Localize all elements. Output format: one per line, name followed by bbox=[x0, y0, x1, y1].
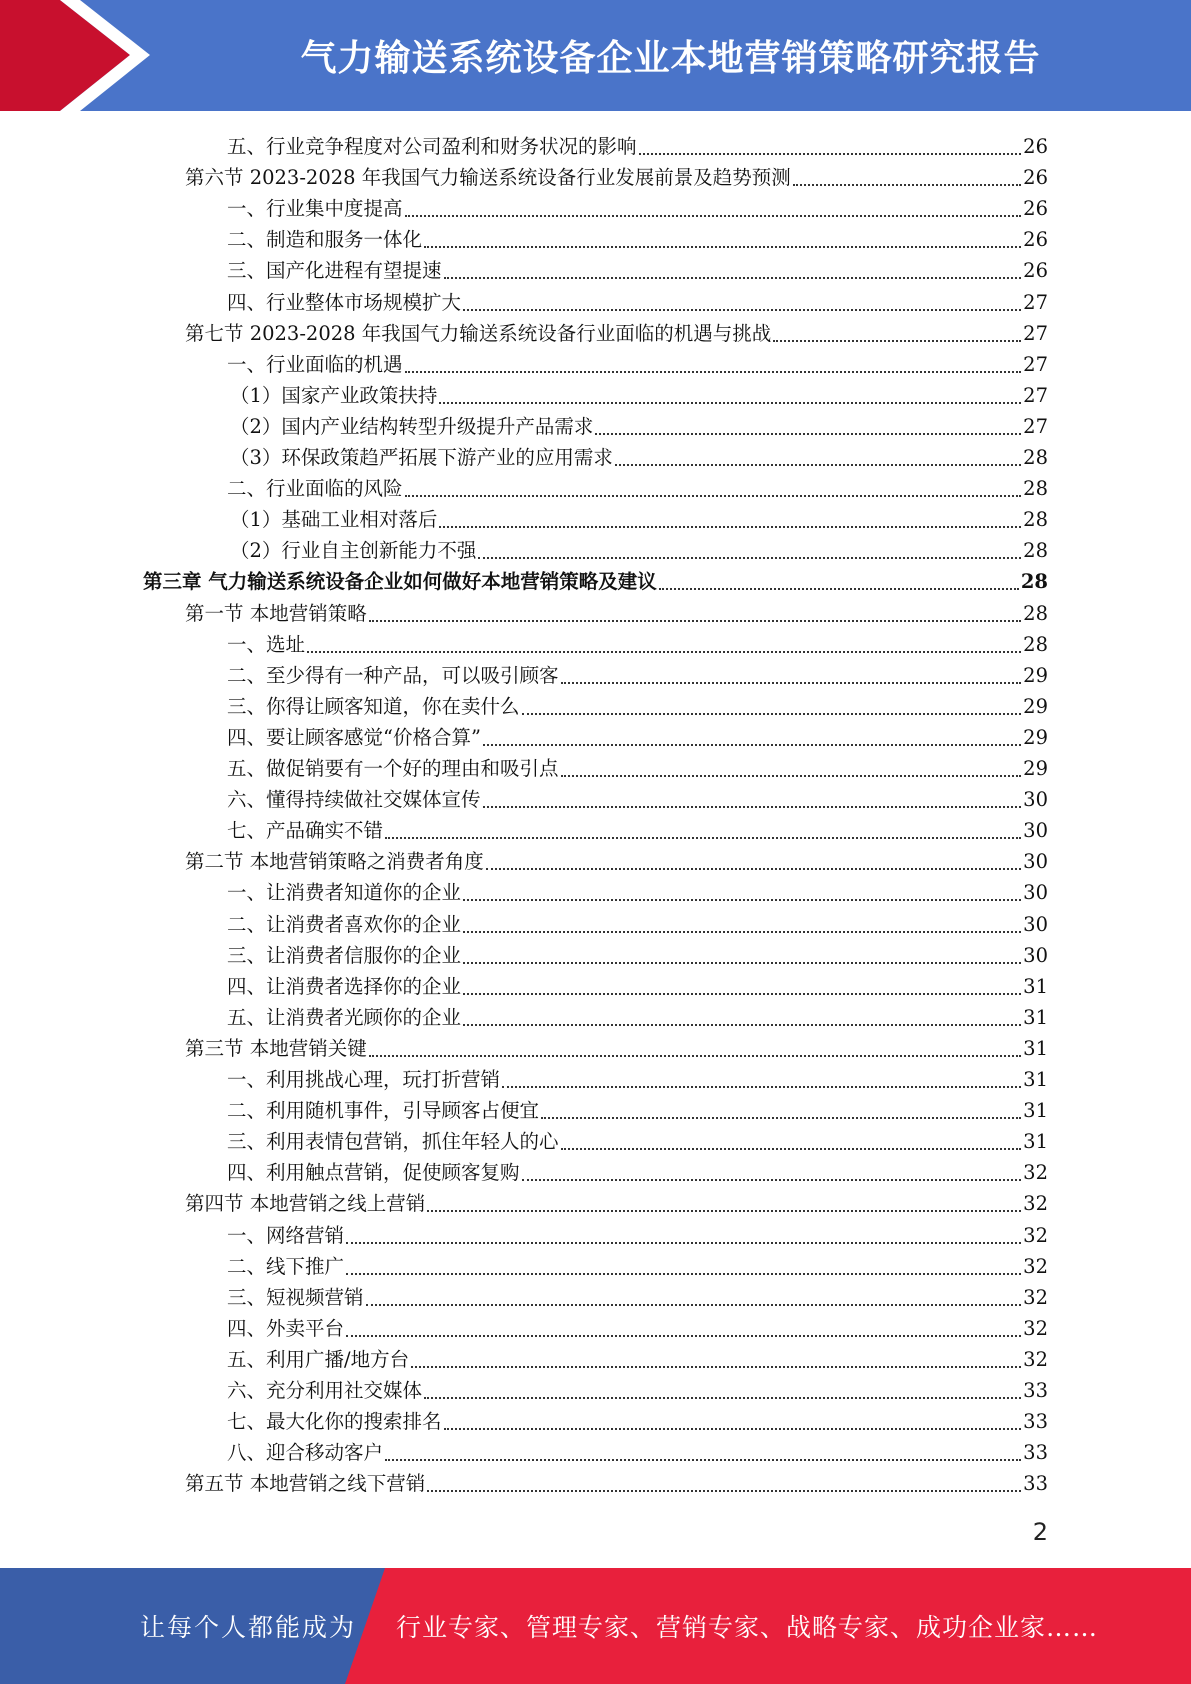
toc-page-number: 30 bbox=[1023, 819, 1048, 843]
toc-leader-dots bbox=[463, 309, 1021, 311]
toc-item-row[interactable] bbox=[227, 906, 1048, 937]
toc-entry-label: 第一节 本地营销策略 bbox=[185, 601, 367, 625]
toc-item-row[interactable] bbox=[227, 719, 1048, 750]
toc-entry-label: 第五节 本地营销之线下营销 bbox=[185, 1472, 426, 1496]
toc-entry-label: 四、外卖平台 bbox=[227, 1316, 345, 1340]
toc-leader-dots bbox=[463, 962, 1021, 964]
toc-entry-label: 第七节 2023-2028 年我国气力输送系统设备行业面临的机遇与挑战 bbox=[185, 321, 772, 345]
toc-leader-dots bbox=[427, 1490, 1021, 1492]
toc-entry-label: 六、充分利用社交媒体 bbox=[227, 1379, 423, 1402]
toc-page-number: 31 bbox=[1023, 1099, 1048, 1123]
toc-entry-label: 六、懂得持续做社交媒体宣传 bbox=[227, 788, 481, 812]
toc-leader-dots bbox=[346, 1335, 1021, 1337]
toc-entry-label: 二、线下推广 bbox=[227, 1254, 345, 1278]
toc-leader-dots bbox=[541, 1117, 1021, 1119]
toc-item-row[interactable] bbox=[227, 688, 1048, 719]
toc-section-row[interactable] bbox=[185, 1185, 1048, 1216]
toc-item-row[interactable] bbox=[230, 501, 1048, 532]
toc-leader-dots bbox=[369, 620, 1021, 622]
toc-entry-label: 五、让消费者光顾你的企业 bbox=[227, 1005, 462, 1029]
toc-entry-label: 五、利用广播/地方台 bbox=[227, 1347, 410, 1371]
toc-item-row[interactable] bbox=[227, 221, 1048, 252]
toc-leader-dots bbox=[561, 1148, 1022, 1150]
toc-page-number: 27 bbox=[1023, 414, 1048, 438]
toc-page-number: 32 bbox=[1023, 1223, 1048, 1247]
toc-item-row[interactable] bbox=[227, 1217, 1048, 1248]
toc-entry-label: 一、利用挑战心理，玩打折营销 bbox=[227, 1068, 501, 1091]
toc-entry-label: 第六节 2023-2028 年我国气力输送系统设备行业发展前景及趋势预测 bbox=[185, 166, 791, 190]
toc-entry-label: （3）环保政策趋严拓展下游产业的应用需求 bbox=[230, 446, 613, 469]
toc-entry-label: 三、国产化进程有望提速 bbox=[227, 259, 442, 283]
toc-leader-dots bbox=[369, 1055, 1021, 1057]
footer-slogan-left: 让每个人都能成为 bbox=[140, 1613, 357, 1642]
toc-entry-label: 一、让消费者知道你的企业 bbox=[227, 881, 462, 905]
footer-banner bbox=[0, 1568, 1191, 1684]
toc-item-row[interactable] bbox=[227, 190, 1048, 221]
toc-leader-dots bbox=[439, 526, 1021, 528]
toc-item-row[interactable] bbox=[227, 252, 1048, 283]
toc-item-row[interactable] bbox=[227, 1154, 1048, 1185]
toc-section-row[interactable] bbox=[185, 159, 1048, 190]
toc-page-number: 32 bbox=[1023, 1161, 1048, 1185]
toc-leader-dots bbox=[307, 651, 1021, 653]
toc-leader-dots bbox=[561, 682, 1022, 684]
toc-entry-label: 第三章 气力输送系统设备企业如何做好本地营销策略及建议 bbox=[143, 570, 657, 594]
toc-page-number: 30 bbox=[1023, 912, 1048, 936]
toc-item-row[interactable] bbox=[227, 1092, 1048, 1123]
toc-page-number: 27 bbox=[1023, 352, 1048, 376]
toc-item-row[interactable] bbox=[227, 284, 1048, 315]
toc-page-number: 29 bbox=[1023, 757, 1048, 780]
toc-item-row[interactable] bbox=[227, 1123, 1048, 1154]
toc-page-number: 27 bbox=[1023, 321, 1048, 345]
toc-page-number: 32 bbox=[1023, 1285, 1048, 1309]
toc-page-number: 32 bbox=[1023, 1192, 1048, 1216]
toc-leader-dots bbox=[483, 806, 1022, 808]
toc-entry-label: （2）国内产业结构转型升级提升产品需求 bbox=[230, 414, 594, 438]
toc-leader-dots bbox=[793, 184, 1021, 186]
toc-item-row[interactable] bbox=[230, 439, 1048, 470]
toc-item-row[interactable] bbox=[230, 408, 1048, 439]
toc-entry-label: 第四节 本地营销之线上营销 bbox=[185, 1192, 426, 1216]
toc-item-row[interactable] bbox=[227, 470, 1048, 501]
toc-item-row[interactable] bbox=[230, 532, 1048, 563]
toc-page-number: 29 bbox=[1023, 725, 1048, 749]
toc-page-number: 27 bbox=[1023, 383, 1048, 407]
toc-page-number: 33 bbox=[1023, 1410, 1048, 1434]
toc-page-number: 28 bbox=[1023, 632, 1048, 656]
toc-page-number: 28 bbox=[1023, 539, 1048, 563]
toc-item-row[interactable] bbox=[227, 1279, 1048, 1310]
toc-page-number: 30 bbox=[1023, 850, 1048, 874]
toc-leader-dots bbox=[561, 775, 1022, 777]
toc-section-row[interactable] bbox=[185, 1465, 1048, 1496]
toc-section-row[interactable] bbox=[185, 843, 1048, 874]
toc-leader-dots bbox=[385, 1459, 1021, 1461]
toc-item-row[interactable] bbox=[227, 1061, 1048, 1092]
toc-page-number: 33 bbox=[1023, 1441, 1048, 1465]
toc-entry-label: 五、行业竞争程度对公司盈利和财务状况的影响 bbox=[227, 135, 637, 158]
toc-item-row[interactable] bbox=[227, 1341, 1048, 1372]
toc-leader-dots bbox=[522, 1179, 1022, 1181]
toc-page-number: 33 bbox=[1023, 1472, 1048, 1496]
toc-leader-dots bbox=[463, 1024, 1021, 1026]
toc-leader-dots bbox=[439, 402, 1021, 404]
toc-page-number: 32 bbox=[1023, 1316, 1048, 1340]
toc-entry-label: （2）行业自主创新能力不强 bbox=[230, 539, 477, 563]
toc-page-number: 28 bbox=[1023, 508, 1048, 532]
toc-item-row[interactable] bbox=[227, 750, 1048, 781]
toc-item-row[interactable] bbox=[227, 968, 1048, 999]
toc-leader-dots bbox=[615, 464, 1021, 466]
toc-item-row[interactable] bbox=[227, 1434, 1048, 1465]
toc-item-row[interactable] bbox=[230, 377, 1048, 408]
toc-entry-label: 一、行业集中度提高 bbox=[227, 197, 403, 221]
toc-leader-dots bbox=[405, 215, 1022, 217]
toc-page-number: 31 bbox=[1023, 1005, 1048, 1029]
toc-entry-label: 一、行业面临的机遇 bbox=[227, 352, 403, 376]
toc-page-number: 31 bbox=[1023, 1036, 1048, 1060]
toc-entry-label: 三、利用表情包营销，抓住年轻人的心 bbox=[227, 1130, 559, 1154]
toc-item-row[interactable] bbox=[227, 1310, 1048, 1341]
toc-leader-dots bbox=[366, 1304, 1022, 1306]
toc-item-row[interactable] bbox=[227, 812, 1048, 843]
toc-entry-label: 二、让消费者喜欢你的企业 bbox=[227, 912, 462, 936]
toc-entry-label: （1）基础工业相对落后 bbox=[230, 508, 438, 532]
toc-page-number: 31 bbox=[1023, 974, 1048, 998]
toc-item-row[interactable] bbox=[227, 346, 1048, 377]
arrow-decoration-icon bbox=[0, 0, 170, 111]
toc-leader-dots bbox=[463, 931, 1021, 933]
toc-page-number: 26 bbox=[1023, 135, 1048, 158]
toc-section-row[interactable] bbox=[185, 595, 1048, 626]
toc-item-row[interactable] bbox=[227, 128, 1048, 159]
toc-page-number: 28 bbox=[1023, 446, 1048, 469]
toc-page-number: 27 bbox=[1023, 290, 1048, 314]
toc-leader-dots bbox=[483, 744, 1021, 746]
toc-leader-dots bbox=[773, 340, 1021, 342]
toc-page-number: 26 bbox=[1023, 228, 1048, 252]
toc-page-number: 30 bbox=[1023, 788, 1048, 812]
toc-entry-label: 四、让消费者选择你的企业 bbox=[227, 974, 462, 998]
toc-page-number: 32 bbox=[1023, 1254, 1048, 1278]
toc-entry-label: （1）国家产业政策扶持 bbox=[230, 383, 438, 407]
toc-entry-label: 一、网络营销 bbox=[227, 1223, 345, 1247]
toc-page-number: 29 bbox=[1023, 694, 1048, 718]
toc-item-row[interactable] bbox=[227, 1372, 1048, 1403]
page-number: 2 bbox=[1032, 1518, 1048, 1546]
toc-page-number: 30 bbox=[1023, 943, 1048, 967]
toc-page-number: 28 bbox=[1023, 477, 1048, 501]
toc-entry-label: 第三节 本地营销关键 bbox=[185, 1036, 367, 1060]
footer-slogan-right: 行业专家、管理专家、营销专家、战略专家、成功企业家…… bbox=[396, 1613, 1099, 1642]
toc-entry-label: 二、至少得有一种产品，可以吸引顾客 bbox=[227, 663, 559, 687]
toc-leader-dots bbox=[502, 1086, 1021, 1088]
toc-entry-label: 八、迎合移动客户 bbox=[227, 1441, 384, 1465]
toc-entry-label: 三、短视频营销 bbox=[227, 1285, 364, 1309]
toc-leader-dots bbox=[478, 557, 1021, 559]
toc-item-row[interactable] bbox=[227, 1248, 1048, 1279]
toc-leader-dots bbox=[659, 588, 1019, 590]
toc-entry-label: 二、利用随机事件，引导顾客占便宜 bbox=[227, 1099, 540, 1123]
toc-leader-dots bbox=[595, 433, 1021, 435]
toc-item-row[interactable] bbox=[227, 626, 1048, 657]
toc-entry-label: 四、利用触点营销，促使顾客复购 bbox=[227, 1161, 520, 1185]
toc-page-number: 30 bbox=[1023, 881, 1048, 905]
report-title: 气力输送系统设备企业本地营销策略研究报告 bbox=[300, 38, 1041, 79]
toc-leader-dots bbox=[346, 1242, 1021, 1244]
toc-item-row[interactable] bbox=[227, 999, 1048, 1030]
toc-leader-dots bbox=[486, 868, 1021, 870]
toc-entry-label: 七、产品确实不错 bbox=[227, 819, 384, 843]
toc-section-row[interactable] bbox=[185, 315, 1048, 346]
toc-item-row[interactable] bbox=[227, 781, 1048, 812]
header-banner bbox=[0, 0, 1191, 111]
toc-page-number: 28 bbox=[1023, 601, 1048, 625]
toc-entry-label: 二、制造和服务一体化 bbox=[227, 228, 423, 252]
toc-entry-label: 一、选址 bbox=[227, 632, 306, 656]
toc-entry-label: 四、要让顾客感觉“价格合算” bbox=[227, 725, 481, 749]
toc-chapter-row[interactable] bbox=[143, 563, 1048, 594]
toc-leader-dots bbox=[444, 277, 1022, 279]
toc-leader-dots bbox=[463, 899, 1021, 901]
toc-page-number: 31 bbox=[1023, 1068, 1048, 1091]
toc-entry-label: 四、行业整体市场规模扩大 bbox=[227, 290, 462, 314]
toc-page-number: 31 bbox=[1023, 1130, 1048, 1154]
toc-page-number: 26 bbox=[1023, 197, 1048, 221]
toc-page-number: 32 bbox=[1023, 1347, 1048, 1371]
toc-entry-label: 第二节 本地营销策略之消费者角度 bbox=[185, 850, 484, 874]
toc-leader-dots bbox=[463, 993, 1021, 995]
toc-leader-dots bbox=[405, 495, 1022, 497]
toc-item-row[interactable] bbox=[227, 937, 1048, 968]
toc-leader-dots bbox=[385, 837, 1021, 839]
toc-entry-label: 三、让消费者信服你的企业 bbox=[227, 943, 462, 967]
toc-section-row[interactable] bbox=[185, 1030, 1048, 1061]
toc-leader-dots bbox=[405, 371, 1022, 373]
toc-leader-dots bbox=[427, 1210, 1021, 1212]
toc-page-number: 26 bbox=[1023, 166, 1048, 190]
toc-page-number: 26 bbox=[1023, 259, 1048, 283]
toc-page-number: 33 bbox=[1023, 1379, 1048, 1402]
toc-page-number: 29 bbox=[1023, 663, 1048, 687]
toc-leader-dots bbox=[522, 713, 1022, 715]
toc-entry-label: 二、行业面临的风险 bbox=[227, 477, 403, 501]
toc-leader-dots bbox=[346, 1273, 1021, 1275]
toc-page-number: 28 bbox=[1020, 570, 1048, 594]
toc-item-row[interactable] bbox=[227, 874, 1048, 905]
toc-entry-label: 三、你得让顾客知道，你在卖什么 bbox=[227, 694, 520, 718]
toc-leader-dots bbox=[411, 1366, 1021, 1368]
toc-item-row[interactable] bbox=[227, 657, 1048, 688]
toc-leader-dots bbox=[424, 246, 1021, 248]
toc-item-row[interactable] bbox=[227, 1403, 1048, 1434]
toc-leader-dots bbox=[424, 1397, 1021, 1399]
toc-leader-dots bbox=[444, 1428, 1022, 1430]
toc-leader-dots bbox=[639, 153, 1022, 155]
toc-entry-label: 五、做促销要有一个好的理由和吸引点 bbox=[227, 757, 559, 780]
toc-entry-label: 七、最大化你的搜索排名 bbox=[227, 1410, 442, 1434]
